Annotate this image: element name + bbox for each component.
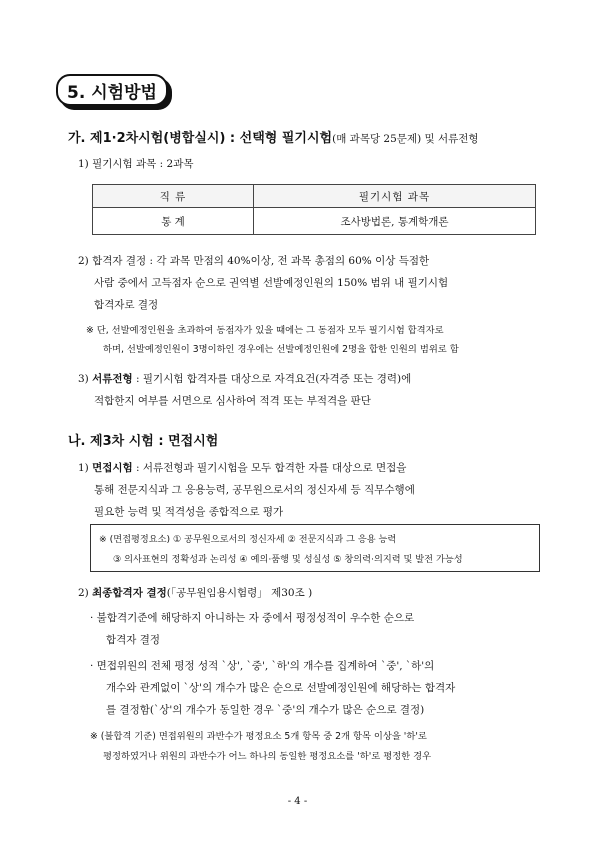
- part-na-item2-label: 2): [78, 587, 89, 599]
- part-ga-heading: [68, 127, 479, 146]
- part-ga-note-line2: 하며, 선발예정인원이 3명이하인 경우에는 선발예정인원에 2명을 합한 인원의 범위로 함: [103, 344, 459, 355]
- part-ga-heading-light: (매 과목당 25문제) 및 서류전형: [332, 133, 479, 145]
- bullet2-line3: 를 결정함(`상'의 개수가 동일한 경우 `중'의 개수가 많은 순으로 결정): [106, 704, 425, 716]
- page-number: - 4 -: [287, 796, 308, 807]
- part-ga-item3-line2: 적합한지 여부를 서면으로 심사하여 적격 또는 부적격을 판단: [94, 395, 371, 407]
- part-ga-item1: 1) 필기시험 과목 : 2과목: [78, 158, 194, 170]
- bullet1-line2: 합격자 결정: [106, 634, 161, 646]
- bullet2-line2: 개수와 관계없이 `상'의 개수가 많은 순으로 선발예정인원에 해당하는 합격자: [106, 682, 456, 694]
- part-ga-note-line1: ※ 단, 선발예정인원을 초과하여 동점자가 있을 때에는 그 동점자 모두 필기시험 합격자로: [86, 325, 444, 336]
- table-header-cell: 직 류: [93, 185, 254, 208]
- part-na-note-line1: ※ (불합격 기준) 면접위원의 과반수가 평정요소 5개 항목 중 2개 항목 이상을 '하'로: [90, 731, 427, 742]
- part-na-heading: 나. 제3차 시험 : 면접시험: [68, 434, 219, 449]
- part-ga-item2-line1: 2) 합격자 결정 : 각 과목 만점의 40%이상, 전 과목 총점의 60% 이상 득점한: [78, 255, 430, 267]
- table-header-cell: 필기시험 과목: [254, 185, 536, 208]
- evaluation-box-line2: ③ 의사표현의 정확성과 논리성 ④ 예의·품행 및 성실성 ⑤ 창의력·의지력 및 발전 가능성: [113, 554, 463, 565]
- part-na-item1-rest: : 서류전형과 필기시험을 모두 합격한 자를 대상으로 면접을: [132, 462, 407, 474]
- part-ga-heading-bold: 가. 제1·2차시험(병합실시) : 선택형 필기시험: [68, 131, 333, 146]
- part-ga-item3-line1: [78, 368, 411, 390]
- section-title-text: 5. 시험방법: [67, 82, 157, 103]
- part-na-item1-label: 1): [78, 462, 89, 474]
- part-ga-item3-label: 3): [78, 373, 89, 385]
- bullet2-line1: · 면접위원의 전체 평정 성적 `상', `중', `하'의 개수를 집계하여 `중', `하'의: [90, 660, 435, 672]
- bullet1-line1: · 불합격기준에 해당하지 아니하는 자 중에서 평정성적이 우수한 순으로: [90, 612, 415, 624]
- part-ga-item2-line2: 사람 중에서 고득점자 순으로 권역별 선발예정인원의 150% 범위 내 필기시험: [94, 277, 449, 289]
- table-header-row: [93, 185, 536, 208]
- part-na-item2-line: [78, 582, 312, 604]
- part-na-note-line2: 평정하였거나 위원의 과반수가 어느 하나의 동일한 평정요소를 '하'로 평정한 경우: [103, 751, 432, 762]
- table-cell: 조사방법론, 통계학개론: [254, 208, 536, 235]
- part-na-item1-line2: 통해 전문지식과 그 응용능력, 공무원으로서의 정신자세 등 직무수행에: [94, 484, 415, 496]
- table-row: [93, 208, 536, 235]
- part-na-item2-bold: 최종합격자 결정: [92, 587, 167, 599]
- section-title: [56, 74, 168, 106]
- part-ga-item2-line3: 합격자로 결정: [94, 299, 159, 311]
- part-ga-item3-bold: 서류전형: [92, 373, 133, 385]
- evaluation-criteria-box: [90, 524, 540, 572]
- evaluation-box-line1: ※ (면접평정요소) ① 공무원으로서의 정신자세 ② 전문지식과 그 응용 능력: [99, 534, 397, 545]
- part-na-item2-rest: (「공무원임용시험령」 제30조 ): [166, 587, 313, 599]
- part-na-item1-line1: [78, 457, 406, 479]
- part-ga-item3-rest: : 필기시험 합격자를 대상으로 자격요건(자격증 또는 경력)에: [132, 373, 412, 385]
- part-na-item1-line3: 필요한 능력 및 적격성을 종합적으로 평가: [94, 506, 284, 518]
- subject-table: [92, 184, 536, 235]
- part-na-item1-bold: 면접시험: [92, 462, 133, 474]
- table-cell: 통 계: [93, 208, 254, 235]
